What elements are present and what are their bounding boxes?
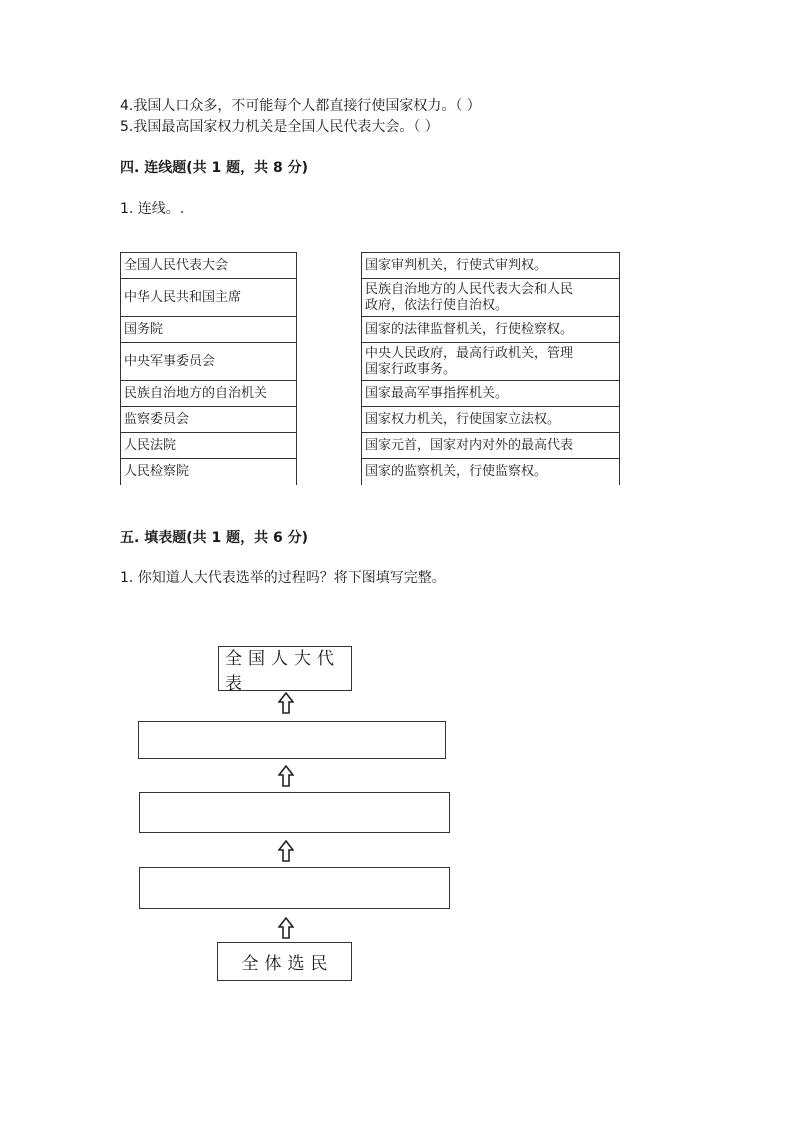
right-item[interactable]: 国家权力机关，行使国家立法权。 [362,407,620,433]
up-arrow-icon [278,765,294,787]
section-5-heading: 五. 填表题(共 1 题，共 6 分) [120,530,308,546]
left-item[interactable]: 中华人民共和国主席 [121,279,297,317]
left-item[interactable]: 监察委员会 [121,407,297,433]
match-right-table [361,252,620,485]
left-item[interactable]: 人民检察院 [121,459,297,485]
left-item[interactable]: 国务院 [121,317,297,343]
left-item[interactable]: 民族自治地方的自治机关 [121,381,297,407]
left-item[interactable]: 中央军事委员会 [121,343,297,381]
left-item[interactable]: 全国人民代表大会 [121,253,297,279]
right-item[interactable]: 民族自治地方的人民代表大会和人民 政府，依法行使自治权。 [362,279,620,317]
section-5-prompt: 1. 你知道人大代表选举的过程吗？将下图填写完整。 [120,570,446,586]
flow-box-national-deputies: 全国人大代表 [218,646,352,691]
up-arrow-icon [278,840,294,862]
question-4: 4.我国人口众多，不可能每个人都直接行使国家权力。（ ） [120,98,481,114]
flow-blank-box-1[interactable] [138,721,446,759]
flow-blank-box-3[interactable] [139,867,450,909]
flow-box-all-voters: 全体选民 [217,942,352,981]
right-item[interactable]: 国家的法律监督机关，行使检察权。 [362,317,620,343]
right-item[interactable]: 中央人民政府，最高行政机关，管理 国家行政事务。 [362,343,620,381]
section-4-prompt: 1. 连线。. [120,201,185,217]
up-arrow-icon [278,692,294,714]
right-item[interactable]: 国家审判机关，行使式审判权。 [362,253,620,279]
right-item[interactable]: 国家的监察机关，行使监察权。 [362,459,620,485]
question-5: 5.我国最高国家权力机关是全国人民代表大会。（ ） [120,119,439,135]
up-arrow-icon [278,917,294,939]
flow-blank-box-2[interactable] [139,792,450,833]
left-item[interactable]: 人民法院 [121,433,297,459]
right-item[interactable]: 国家最高军事指挥机关。 [362,381,620,407]
section-4-heading: 四. 连线题(共 1 题，共 8 分) [120,160,308,176]
right-item[interactable]: 国家元首，国家对内对外的最高代表 [362,433,620,459]
match-left-table [120,252,297,485]
